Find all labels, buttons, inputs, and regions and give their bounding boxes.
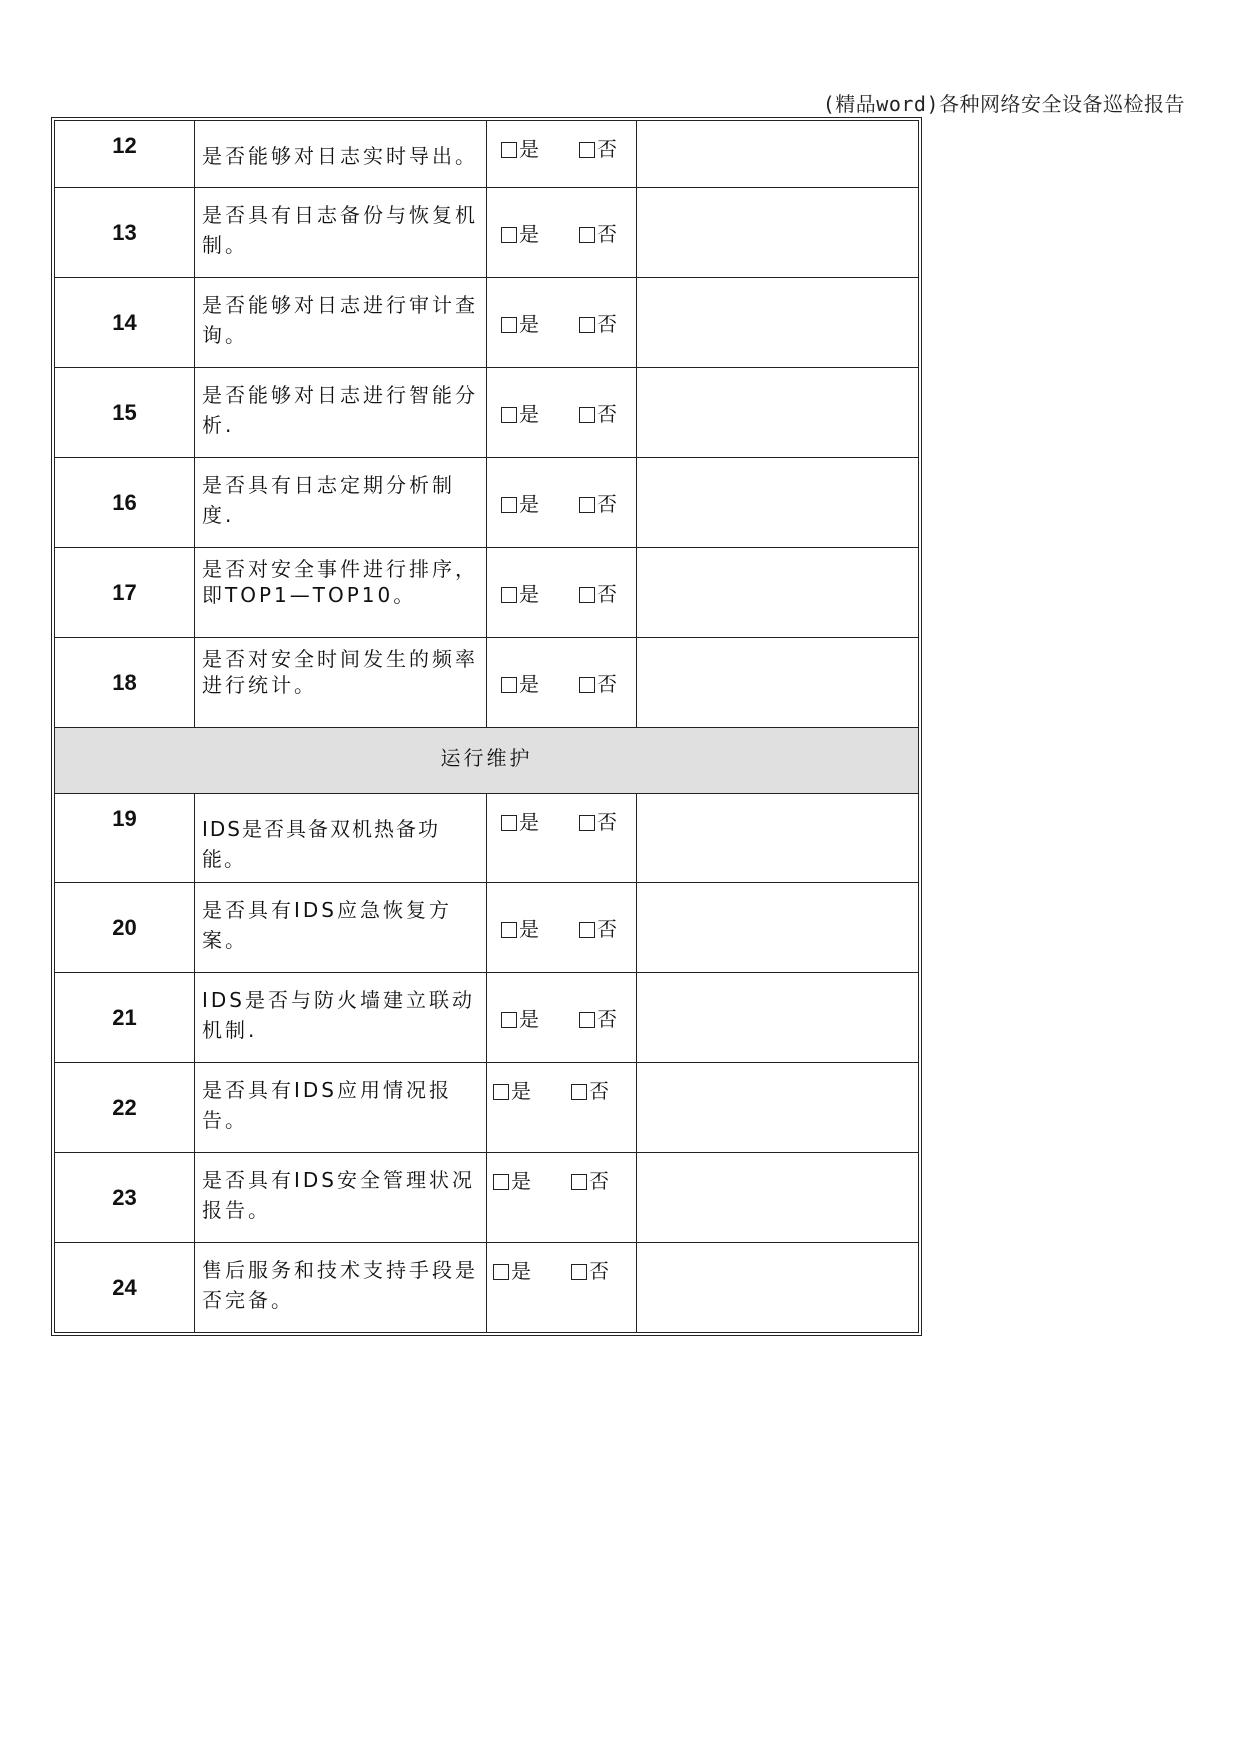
table-body bbox=[55, 121, 919, 1333]
no-label: 否 bbox=[597, 582, 617, 606]
table-row bbox=[55, 794, 919, 883]
table-row bbox=[55, 1063, 919, 1153]
no-label: 否 bbox=[597, 672, 617, 696]
row-number: 12 bbox=[55, 121, 195, 188]
no-label: 否 bbox=[597, 137, 617, 161]
no-checkbox[interactable] bbox=[579, 488, 617, 517]
remarks-cell[interactable] bbox=[637, 794, 919, 883]
row-number: 20 bbox=[55, 883, 195, 973]
row-number: 17 bbox=[55, 548, 195, 638]
check-item: 售后服务和技术支持手段是否完备。 bbox=[195, 1243, 487, 1333]
yes-label: 是 bbox=[519, 810, 539, 834]
remarks-cell[interactable] bbox=[637, 973, 919, 1063]
no-checkbox[interactable] bbox=[571, 1255, 609, 1284]
inspection-table-grid bbox=[54, 120, 919, 1333]
option-cell bbox=[487, 188, 637, 278]
no-label: 否 bbox=[597, 312, 617, 336]
option-cell bbox=[487, 794, 637, 883]
remarks-cell[interactable] bbox=[637, 278, 919, 368]
checkbox-icon bbox=[501, 587, 517, 603]
yes-checkbox[interactable] bbox=[501, 913, 539, 942]
no-checkbox[interactable] bbox=[579, 308, 617, 337]
checkbox-icon bbox=[493, 1264, 509, 1280]
option-cell bbox=[487, 458, 637, 548]
yes-checkbox[interactable] bbox=[501, 308, 539, 337]
section-header-row bbox=[55, 728, 919, 794]
no-checkbox[interactable] bbox=[571, 1075, 609, 1104]
check-item: 是否对安全时间发生的频率进行统计。 bbox=[195, 638, 487, 728]
option-cell bbox=[487, 121, 637, 188]
yes-label: 是 bbox=[519, 402, 539, 426]
yes-label: 是 bbox=[511, 1259, 531, 1283]
yes-checkbox[interactable] bbox=[501, 668, 539, 697]
checkbox-icon bbox=[579, 497, 595, 513]
option-cell bbox=[487, 883, 637, 973]
remarks-cell[interactable] bbox=[637, 548, 919, 638]
no-checkbox[interactable] bbox=[579, 398, 617, 427]
yes-checkbox[interactable] bbox=[501, 398, 539, 427]
option-cell bbox=[487, 278, 637, 368]
yes-label: 是 bbox=[519, 672, 539, 696]
remarks-cell[interactable] bbox=[637, 458, 919, 548]
no-label: 否 bbox=[597, 810, 617, 834]
inspection-table bbox=[51, 117, 922, 1336]
option-cell bbox=[487, 368, 637, 458]
row-number: 19 bbox=[55, 794, 195, 883]
yes-label: 是 bbox=[519, 917, 539, 941]
checkbox-icon bbox=[571, 1174, 587, 1190]
checkbox-icon bbox=[579, 227, 595, 243]
check-item: 是否对安全事件进行排序，即TOP1—TOP10。 bbox=[195, 548, 487, 638]
no-label: 否 bbox=[597, 917, 617, 941]
row-number: 13 bbox=[55, 188, 195, 278]
yes-label: 是 bbox=[511, 1079, 531, 1103]
yes-checkbox[interactable] bbox=[501, 133, 539, 162]
table-row bbox=[55, 188, 919, 278]
yes-checkbox[interactable] bbox=[501, 578, 539, 607]
no-checkbox[interactable] bbox=[579, 578, 617, 607]
check-item: 是否能够对日志实时导出。 bbox=[195, 121, 487, 188]
check-item: IDS是否与防火墙建立联动机制. bbox=[195, 973, 487, 1063]
yes-checkbox[interactable] bbox=[501, 806, 539, 835]
remarks-cell[interactable] bbox=[637, 121, 919, 188]
remarks-cell[interactable] bbox=[637, 1243, 919, 1333]
table-row bbox=[55, 1243, 919, 1333]
no-label: 否 bbox=[597, 222, 617, 246]
row-number: 21 bbox=[55, 973, 195, 1063]
yes-checkbox[interactable] bbox=[493, 1075, 531, 1104]
checkbox-icon bbox=[501, 677, 517, 693]
checkbox-icon bbox=[571, 1264, 587, 1280]
checkbox-icon bbox=[501, 922, 517, 938]
row-number: 15 bbox=[55, 368, 195, 458]
row-number: 18 bbox=[55, 638, 195, 728]
remarks-cell[interactable] bbox=[637, 638, 919, 728]
remarks-cell[interactable] bbox=[637, 188, 919, 278]
check-item: IDS是否具备双机热备功能。 bbox=[195, 794, 487, 883]
checkbox-icon bbox=[579, 815, 595, 831]
yes-label: 是 bbox=[519, 582, 539, 606]
yes-label: 是 bbox=[519, 137, 539, 161]
yes-checkbox[interactable] bbox=[493, 1255, 531, 1284]
remarks-cell[interactable] bbox=[637, 1063, 919, 1153]
table-row bbox=[55, 368, 919, 458]
table-row bbox=[55, 458, 919, 548]
check-item: 是否能够对日志进行审计查询。 bbox=[195, 278, 487, 368]
option-cell bbox=[487, 1063, 637, 1153]
checkbox-icon bbox=[501, 497, 517, 513]
row-number: 23 bbox=[55, 1153, 195, 1243]
checkbox-icon bbox=[501, 142, 517, 158]
checkbox-icon bbox=[579, 142, 595, 158]
yes-checkbox[interactable] bbox=[501, 1003, 539, 1032]
checkbox-icon bbox=[579, 677, 595, 693]
no-checkbox[interactable] bbox=[571, 1165, 609, 1194]
option-cell bbox=[487, 1153, 637, 1243]
row-number: 16 bbox=[55, 458, 195, 548]
checkbox-icon bbox=[501, 227, 517, 243]
option-cell bbox=[487, 973, 637, 1063]
no-label: 否 bbox=[597, 1007, 617, 1031]
yes-checkbox[interactable] bbox=[501, 218, 539, 247]
yes-label: 是 bbox=[519, 222, 539, 246]
table-row bbox=[55, 548, 919, 638]
table-row bbox=[55, 973, 919, 1063]
yes-label: 是 bbox=[511, 1169, 531, 1193]
check-item: 是否能够对日志进行智能分析. bbox=[195, 368, 487, 458]
no-label: 否 bbox=[597, 492, 617, 516]
option-cell bbox=[487, 548, 637, 638]
check-item: 是否具有日志定期分析制度. bbox=[195, 458, 487, 548]
remarks-cell[interactable] bbox=[637, 883, 919, 973]
checkbox-icon bbox=[571, 1084, 587, 1100]
checkbox-icon bbox=[493, 1084, 509, 1100]
check-item: 是否具有IDS应急恢复方案。 bbox=[195, 883, 487, 973]
check-item: 是否具有日志备份与恢复机制。 bbox=[195, 188, 487, 278]
checkbox-icon bbox=[501, 317, 517, 333]
checkbox-icon bbox=[579, 407, 595, 423]
no-checkbox[interactable] bbox=[579, 668, 617, 697]
row-number: 22 bbox=[55, 1063, 195, 1153]
checkbox-icon bbox=[579, 1012, 595, 1028]
no-label: 否 bbox=[589, 1079, 609, 1103]
table-row bbox=[55, 638, 919, 728]
checkbox-icon bbox=[579, 587, 595, 603]
no-checkbox[interactable] bbox=[579, 1003, 617, 1032]
check-item: 是否具有IDS应用情况报告。 bbox=[195, 1063, 487, 1153]
checkbox-icon bbox=[579, 317, 595, 333]
table-row bbox=[55, 278, 919, 368]
checkbox-icon bbox=[501, 1012, 517, 1028]
checkbox-icon bbox=[579, 922, 595, 938]
no-checkbox[interactable] bbox=[579, 218, 617, 247]
no-label: 否 bbox=[589, 1259, 609, 1283]
no-checkbox[interactable] bbox=[579, 133, 617, 162]
row-number: 24 bbox=[55, 1243, 195, 1333]
section-title: 运行维护 bbox=[55, 728, 919, 794]
checkbox-icon bbox=[501, 815, 517, 831]
yes-label: 是 bbox=[519, 1007, 539, 1031]
checkbox-icon bbox=[501, 407, 517, 423]
yes-checkbox[interactable] bbox=[493, 1165, 531, 1194]
option-cell bbox=[487, 1243, 637, 1333]
checkbox-icon bbox=[493, 1174, 509, 1190]
no-checkbox[interactable] bbox=[579, 913, 617, 942]
remarks-cell[interactable] bbox=[637, 368, 919, 458]
option-cell bbox=[487, 638, 637, 728]
no-label: 否 bbox=[597, 402, 617, 426]
yes-label: 是 bbox=[519, 312, 539, 336]
table-row bbox=[55, 883, 919, 973]
no-label: 否 bbox=[589, 1169, 609, 1193]
check-item: 是否具有IDS安全管理状况报告。 bbox=[195, 1153, 487, 1243]
no-checkbox[interactable] bbox=[579, 806, 617, 835]
table-row bbox=[55, 121, 919, 188]
table-row bbox=[55, 1153, 919, 1243]
document-header-title: (精品word)各种网络安全设备巡检报告 bbox=[822, 92, 1185, 116]
yes-checkbox[interactable] bbox=[501, 488, 539, 517]
row-number: 14 bbox=[55, 278, 195, 368]
yes-label: 是 bbox=[519, 492, 539, 516]
remarks-cell[interactable] bbox=[637, 1153, 919, 1243]
